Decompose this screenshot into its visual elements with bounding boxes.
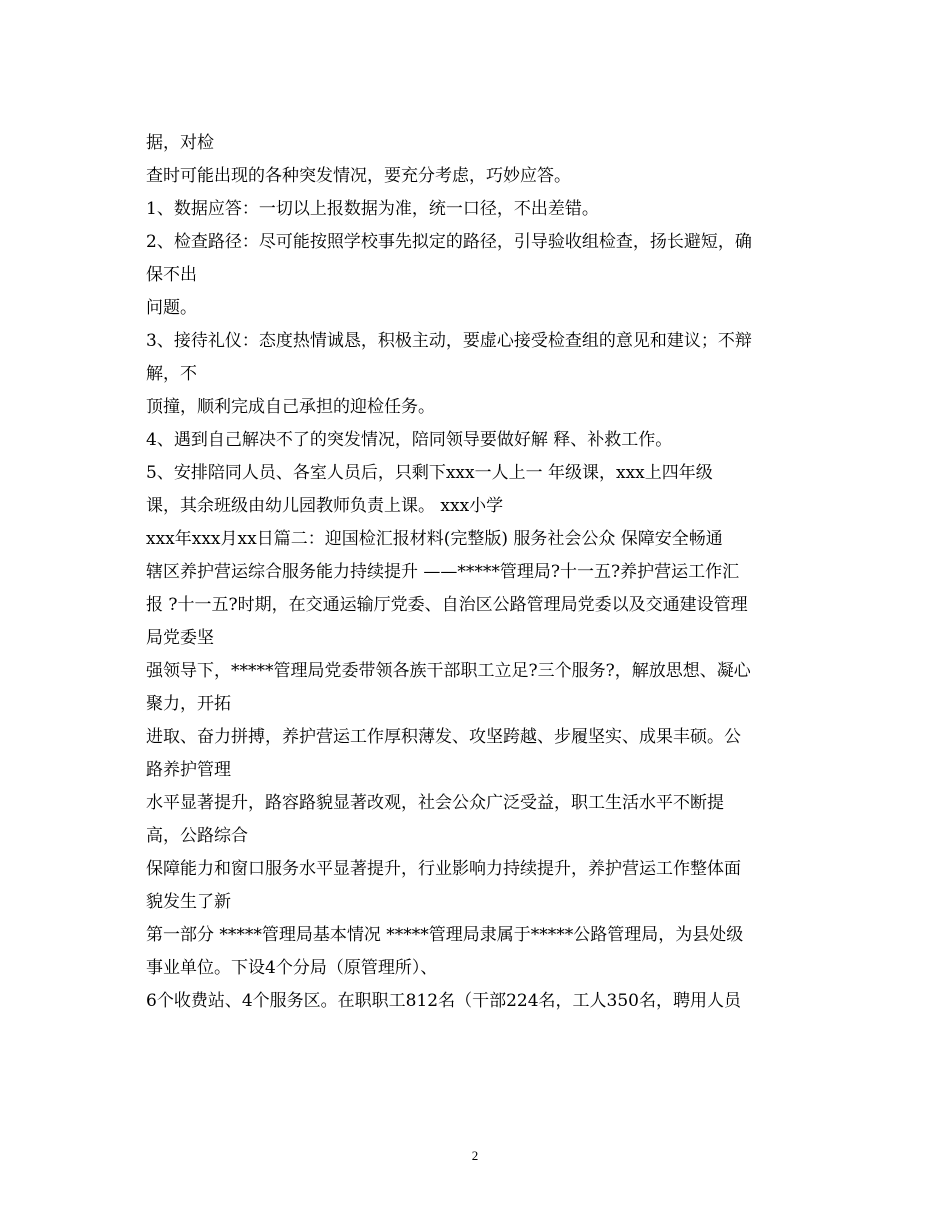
text-line: 貌发生了新 [146,892,231,912]
text-line: 高，公路综合 [146,826,248,846]
text-line: 3、接待礼仪：态度热情诚恳，积极主动，要虚心接受检查组的意见和建议；不辩 [146,331,752,351]
text-line: 查时可能出现的各种突发情况，要充分考虑，巧妙应答。 [146,166,571,186]
text-line: 路养护管理 [146,760,231,780]
text-line: 顶撞，顺利完成自己承担的迎检任务。 [146,397,435,417]
text-line: 第一部分 *****管理局基本情况 *****管理局隶属于*****公路管理局，为县处级 [146,925,744,945]
text-line: 辖区养护营运综合服务能力持续提升 ——*****管理局?十一五?养护营运工作汇 [146,562,740,582]
text-line: 保障能力和窗口服务水平显著提升，行业影响力持续提升，养护营运工作整体面 [146,859,741,879]
text-line: 5、安排陪同人员、各室人员后，只剩下xxx一人上一 年级课，xxx上四年级 [146,463,713,483]
text-line: 事业单位。下设4个分局（原管理所）、 [146,958,438,978]
page-number: 2 [471,1148,479,1163]
text-line: 据，对检 [146,133,214,153]
text-line: 课，其余班级由幼儿园教师负责上课。 xxx小学 [146,496,504,516]
text-line: 进取、奋力拼搏，养护营运工作厚积薄发、攻坚跨越、步履坚实、成果丰硕。公 [146,727,741,747]
text-line: 报 ?十一五?时期，在交通运输厅党委、自治区公路管理局党委以及交通建设管理 [146,595,748,615]
text-line: 局党委坚 [146,628,214,648]
text-line: 1、数据应答：一切以上报数据为准，统一口径，不出差错。 [146,199,599,219]
text-line: 聚力，开拓 [146,694,231,714]
document-body [146,127,811,1018]
text-line: 6个收费站、4个服务区。在职职工812名（干部224名，工人350名，聘用人员 [146,991,741,1011]
text-line: 水平显著提升，路容路貌显著改观，社会公众广泛受益，职工生活水平不断提 [146,793,724,813]
text-line: 4、遇到自己解决不了的突发情况，陪同领导要做好解 释、补救工作。 [146,430,673,450]
text-line: 强领导下，*****管理局党委带领各族干部职工立足?三个服务?，解放思想、凝心 [146,661,751,681]
text-line: 保不出 [146,265,197,285]
text-line: 问题。 [146,298,197,318]
text-line: 2、检查路径：尽可能按照学校事先拟定的路径，引导验收组检查，扬长避短，确 [146,232,752,252]
text-line: 解，不 [146,364,197,384]
text-line: xxx年xxx月xx日篇二：迎国检汇报材料(完整版) 服务社会公众 保障安全畅通 [146,529,723,549]
